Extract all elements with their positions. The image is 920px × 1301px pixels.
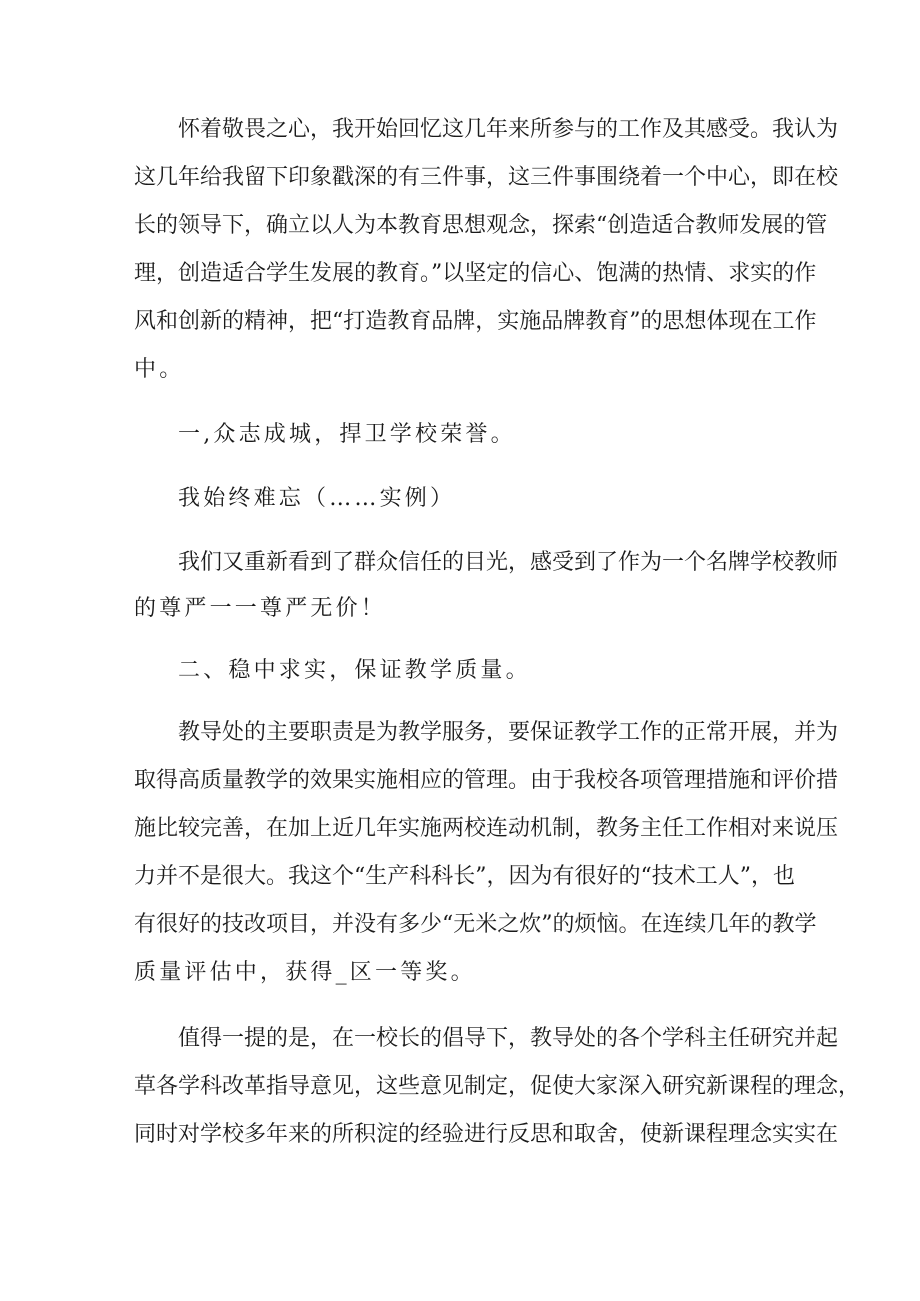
intro-line-1: 怀着敬畏之心，我开始回忆这几年来所参与的工作及其感受。我认为	[178, 117, 839, 142]
duties-line-2: 取得高质量教学的效果实施相应的管理。由于我校各项管理措施和评价措	[134, 768, 839, 793]
intro-line-6: 中。	[134, 357, 185, 382]
intro-line-5: 风和创新的精神，把“打造教育品牌，实施品牌教育”的思想体现在工作	[134, 309, 817, 334]
reform-line-2: 草各学科改革指导意见，这些意见制定，促使大家深入研究新课程的理念，	[134, 1074, 861, 1099]
reform-line-1: 值得一提的是，在一校长的倡导下，教导处的各个学科主任研究并起	[178, 1026, 839, 1051]
intro-line-3: 长的领导下，确立以人为本教育思想观念，探索“创造适合教师发展的管	[134, 213, 828, 238]
trust-line-2: 的尊严一一尊严无价！	[134, 596, 387, 621]
duties-line-5: 有很好的技改项目，并没有多少“无米之炊”的烦恼。在连续几年的教学	[134, 912, 817, 937]
duties-line-3: 施比较完善，在加上近几年实施两校连动机制，教务主任工作相对来说压	[134, 816, 839, 841]
intro-line-4: 理，创造适合学生发展的教育。”以坚定的信心、饱满的热情、求实的作	[134, 261, 817, 286]
duties-line-6: 质量评估中，获得_区一等奖。	[134, 960, 476, 985]
intro-line-2: 这几年给我留下印象戳深的有三件事，这三件事围绕着一个中心，即在校	[134, 165, 839, 190]
example-line: 我始终难忘（……实例）	[178, 486, 456, 511]
duties-line-4: 力并不是很大。我这个“生产科科长”，因为有很好的“技术工人”，也	[134, 864, 795, 889]
section-heading-2: 二、稳中求实，保证教学质量。	[178, 658, 531, 683]
trust-line-1: 我们又重新看到了群众信任的目光，感受到了作为一个名牌学校教师	[178, 550, 839, 575]
duties-line-1: 教导处的主要职责是为教学服务，要保证教学工作的正常开展，并为	[178, 720, 839, 745]
section-heading-1: 一,众志成城，捍卫学校荣誉。	[178, 422, 516, 447]
reform-line-3: 同时对学校多年来的所积淀的经验进行反思和取舍，使新课程理念实实在	[134, 1122, 839, 1147]
